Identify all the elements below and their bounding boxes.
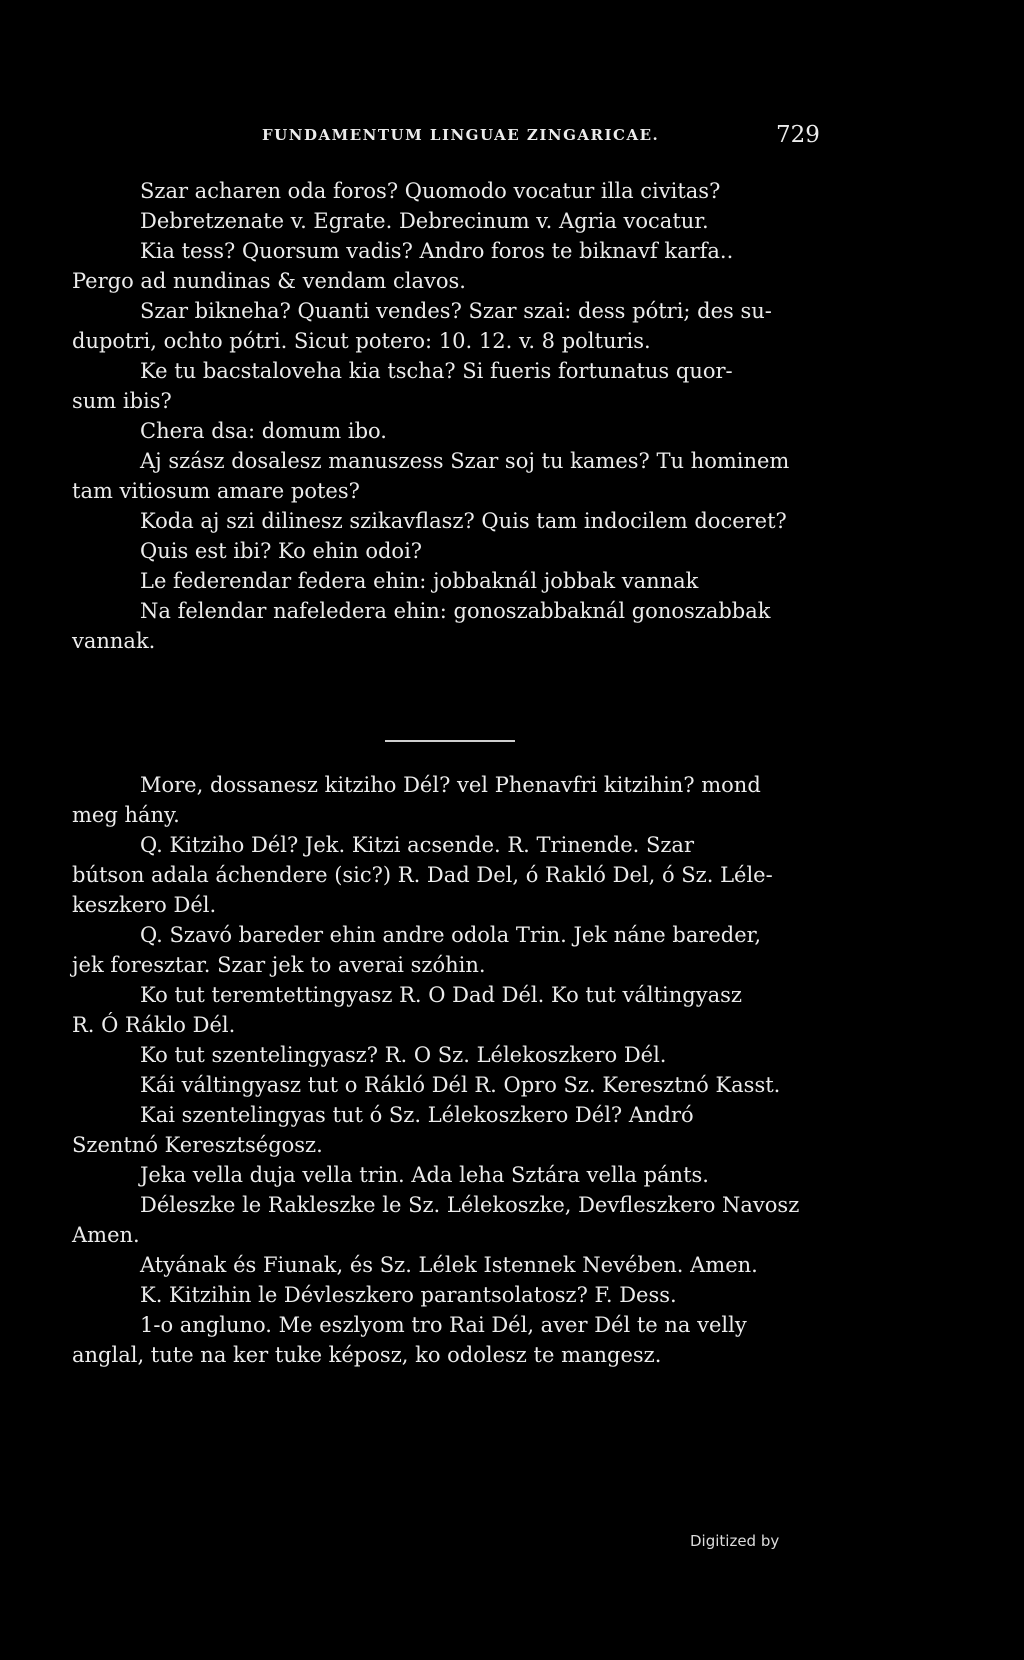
running-header xyxy=(0,122,1024,152)
text-line: Kia tess? Quorsum vadis? Andro foros te biknavf karfa.. xyxy=(140,239,734,263)
text-line: keszkero Dél. xyxy=(72,893,217,917)
text-line: R. Ó Ráklo Dél. xyxy=(72,1013,236,1037)
text-line: anglal, tute na ker tuke képosz, ko odolesz te mangesz. xyxy=(72,1343,662,1367)
text-line: bútson adala áchendere (sic?) R. Dad Del, ó Rakló Del, ó Sz. Léle- xyxy=(72,863,773,887)
text-line: K. Kitzihin le Dévleszkero parantsolatosz? F. Dess. xyxy=(140,1283,677,1307)
digitized-by-note: Digitized by xyxy=(690,1532,780,1550)
text-line: Aj szász dosalesz manuszess Szar soj tu kames? Tu hominem xyxy=(140,449,790,473)
text-line: Quis est ibi? Ko ehin odoi? xyxy=(140,539,423,563)
text-line: Kái váltingyasz tut o Rákló Dél R. Opro Sz. Keresztnó Kasst. xyxy=(140,1073,781,1097)
text-line: Debretzenate v. Egrate. Debrecinum v. Agria vocatur. xyxy=(140,209,709,233)
text-line: Amen. xyxy=(72,1223,140,1247)
text-line: sum ibis? xyxy=(72,389,172,413)
text-line: tam vitiosum amare potes? xyxy=(72,479,360,503)
text-line: Ke tu bacstaloveha kia tscha? Si fueris fortunatus quor- xyxy=(140,359,733,383)
text-line: jek foresztar. Szar jek to averai szóhin. xyxy=(72,953,486,977)
text-line: More, dossanesz kitziho Dél? vel Phenavfri kitzihin? mond xyxy=(140,773,761,797)
text-line: Q. Szavó bareder ehin andre odola Trin. Jek náne bareder, xyxy=(140,923,762,947)
text-line: Szar bikneha? Quanti vendes? Szar szai: dess pótri; des su- xyxy=(140,299,772,323)
text-line: Chera dsa: domum ibo. xyxy=(140,419,387,443)
text-line: vannak. xyxy=(72,629,156,653)
text-line: Le federendar federa ehin: jobbaknál jobbak vannak xyxy=(140,569,699,593)
text-line: dupotri, ochto pótri. Sicut potero: 10. 12. v. 8 polturis. xyxy=(72,329,651,353)
running-title: FUNDAMENTUM LINGUAE ZINGARICAE. xyxy=(262,126,660,144)
text-line: Na felendar nafeledera ehin: gonoszabbaknál gonoszabbak xyxy=(140,599,771,623)
page-number: 729 xyxy=(776,122,820,148)
text-line: Koda aj szi dilinesz szikavflasz? Quis tam indocilem doceret? xyxy=(140,509,787,533)
text-line: 1-o angluno. Me eszlyom tro Rai Dél, aver Dél te na velly xyxy=(140,1313,747,1337)
section-divider xyxy=(385,740,515,742)
text-line: Kai szentelingyas tut ó Sz. Lélekoszkero Dél? Andró xyxy=(140,1103,694,1127)
text-line: Déleszke le Rakleszke le Sz. Lélekoszke, Devfleszkero Navosz xyxy=(140,1193,800,1217)
text-line: Szentnó Keresztségosz. xyxy=(72,1133,323,1157)
text-line: Ko tut teremtettingyasz R. O Dad Dél. Ko tut váltingyasz xyxy=(140,983,742,1007)
text-line: Q. Kitziho Dél? Jek. Kitzi acsende. R. Trinende. Szar xyxy=(140,833,694,857)
text-line: Atyának és Fiunak, és Sz. Lélek Istennek Nevében. Amen. xyxy=(140,1253,758,1277)
text-line: Pergo ad nundinas & vendam clavos. xyxy=(72,269,466,293)
text-line: Jeka vella duja vella trin. Ada leha Sztára vella pánts. xyxy=(140,1163,709,1187)
text-line: Szar acharen oda foros? Quomodo vocatur illa civitas? xyxy=(140,179,721,203)
text-line: Ko tut szentelingyasz? R. O Sz. Lélekoszkero Dél. xyxy=(140,1043,667,1067)
text-line: meg hány. xyxy=(72,803,180,827)
